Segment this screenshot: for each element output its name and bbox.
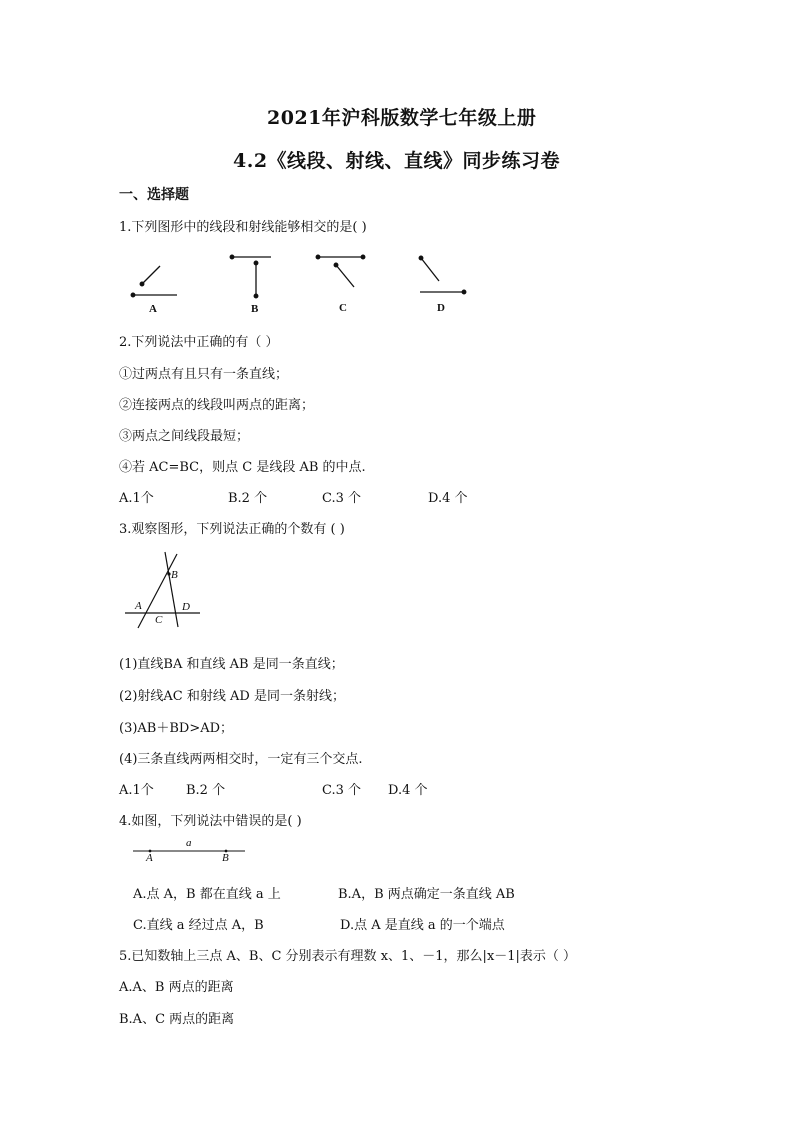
q1-figure-a	[131, 266, 177, 297]
title-line1: 2021年沪科版数学七年级上册	[267, 107, 537, 129]
section-heading: 一、选择题	[119, 187, 189, 203]
q2-option-b: B.2 个	[228, 491, 268, 506]
q2-statement-2: ②连接两点的线段叫两点的距离；	[119, 398, 315, 413]
q5-option-b: B.A、C 两点的距离	[119, 1012, 235, 1027]
q2-option-c: C.3 个	[322, 491, 362, 506]
q3-label-a: A	[135, 600, 142, 612]
q1-figure-d	[419, 256, 466, 294]
q4-option-c: C.直线 a 经过点 A，B	[133, 918, 264, 933]
q3-figure	[125, 552, 215, 632]
q3-stem: 3.观察图形，下列说法正确的个数有 ( )	[119, 522, 345, 537]
q4-label-b: B	[222, 852, 229, 864]
q3-option-c: C.3 个	[322, 783, 362, 798]
q3-option-a: A.1个	[119, 783, 154, 798]
q2-statement-4: ④若 AC=BC，则点 C 是线段 AB 的中点.	[119, 460, 366, 475]
title-line2: 4.2《线段、射线、直线》同步练习卷	[233, 150, 561, 172]
q4-stem: 4.如图，下列说法中错误的是( )	[119, 814, 302, 829]
q3-option-b: B.2 个	[186, 783, 226, 798]
q2-option-d: D.4 个	[428, 491, 468, 506]
q3-label-b: B	[171, 569, 178, 581]
q1-label-c: C	[339, 302, 347, 314]
q4-label-a: A	[146, 852, 153, 864]
q2-statement-3: ③两点之间线段最短；	[119, 429, 250, 444]
q4-label-a-line: a	[186, 837, 192, 849]
q3-option-d: D.4 个	[388, 783, 428, 798]
q2-stem: 2.下列说法中正确的有（ ）	[119, 335, 279, 350]
q4-option-b: B.A，B 两点确定一条直线 AB	[338, 887, 515, 902]
q4-option-a: A.点 A，B 都在直线 a 上	[133, 887, 281, 902]
q2-statement-1: ①过两点有且只有一条直线；	[119, 367, 289, 382]
q1-label-d: D	[437, 302, 445, 314]
q3-statement-3: (3)AB＋BD>AD；	[119, 721, 234, 736]
q1-figure-b	[230, 255, 271, 298]
q3-statement-4: (4)三条直线两两相交时，一定有三个交点.	[119, 752, 363, 767]
q4-option-d: D.点 A 是直线 a 的一个端点	[340, 918, 505, 933]
q3-label-d: D	[182, 601, 190, 613]
q3-label-c: C	[155, 614, 163, 626]
q1-figure-c	[316, 255, 365, 287]
q1-label-a: A	[149, 303, 157, 315]
q5-stem: 5.已知数轴上三点 A、B、C 分别表示有理数 x、1、－1，那么|x－1|表示（ ）	[119, 949, 577, 964]
q3-statement-1: (1)直线BA 和直线 AB 是同一条直线；	[119, 657, 344, 672]
q2-option-a: A.1个	[119, 491, 154, 506]
q1-stem: 1.下列图形中的线段和射线能够相交的是( )	[119, 220, 367, 235]
q5-option-a: A.A、B 两点的距离	[119, 980, 234, 995]
q3-statement-2: (2)射线AC 和射线 AD 是同一条射线；	[119, 689, 345, 704]
q1-label-b: B	[251, 303, 259, 315]
q1-figure	[125, 250, 485, 320]
